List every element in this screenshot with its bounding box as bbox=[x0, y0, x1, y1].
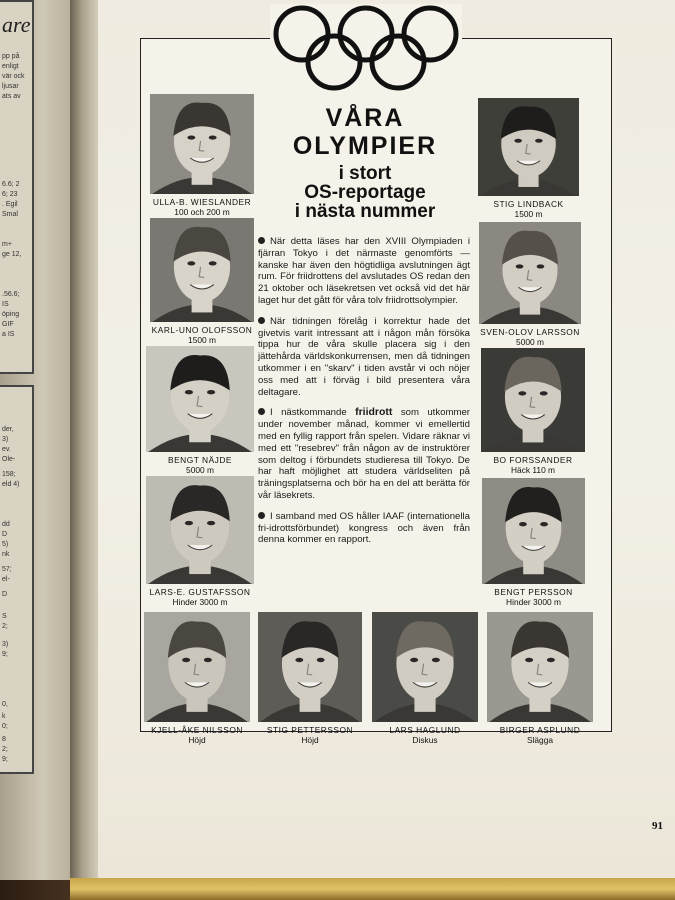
previous-page-text-fragment: eld 4) bbox=[2, 481, 20, 488]
athlete-card bbox=[478, 98, 579, 219]
article-paragraph bbox=[258, 316, 470, 399]
previous-page bbox=[0, 0, 70, 880]
previous-page-text-fragment: öping bbox=[2, 311, 20, 318]
previous-page-text-fragment: 6; 23 bbox=[2, 191, 18, 198]
athlete-event: 5000 m bbox=[186, 465, 214, 475]
paragraph-text: När detta läses har den XVIII Olympiaden i fjärran Tokyo i det närmaste genomförts — kanske har även den högtidliga avslutningen ägt rum. För friidrottens del avslutades OS redan den 21 oktober och läsekretsen vet också vid det här laget hur det gått för våra tolv friidrottsolympier. bbox=[258, 236, 470, 306]
previous-page-text-fragment: 5) bbox=[2, 541, 9, 548]
athlete-card bbox=[150, 218, 254, 345]
athlete-event: Hinder 3000 m bbox=[506, 597, 561, 607]
athlete-card bbox=[150, 94, 254, 217]
athlete-name: ULLA-B. WIESLANDER bbox=[152, 197, 252, 207]
bullet-icon bbox=[258, 317, 265, 324]
page-number: 91 bbox=[652, 820, 663, 832]
previous-page-text-fragment: 2; bbox=[2, 746, 8, 753]
article-body bbox=[258, 236, 470, 555]
athlete-name: STIG LINDBACK bbox=[493, 199, 564, 209]
headline-line-4: OS-reportage bbox=[304, 182, 426, 203]
athlete-card bbox=[144, 612, 250, 745]
athlete-event: Diskus bbox=[412, 735, 438, 745]
athlete-card bbox=[482, 478, 585, 607]
paragraph-text: I samband med OS håller IAAF (internationella fri-idrottsförbundet) kongress och även från denna kommer en rapport. bbox=[258, 510, 470, 546]
previous-page-text-fragment: Smal bbox=[2, 211, 18, 218]
headline bbox=[262, 104, 468, 221]
athlete-event: Häck 110 m bbox=[510, 465, 556, 475]
previous-page-text-fragment: D bbox=[2, 531, 8, 538]
previous-page-text-fragment: nk bbox=[2, 551, 10, 558]
previous-page-text-fragment: el- bbox=[2, 576, 10, 583]
previous-page-text-fragment: 57; bbox=[2, 566, 12, 573]
previous-page-text-fragment: dd bbox=[2, 521, 10, 528]
previous-page-text-fragment: 0, bbox=[2, 701, 8, 708]
paragraph-text: som utkommer under november månad, kommer vi emellertid med en fyllig rapport från spelen. Vidare räknar vi med ett "resebrev" från någon av de instruktörer som deltog i förbundets studieresa till Tokyo. De har haft möjlighet att studera världseliten på träningsplatserna och bör ha en del att berätta för vår läsekrets. bbox=[258, 407, 470, 501]
athlete-name: SVEN-OLOV LARSSON bbox=[480, 327, 580, 337]
previous-page-text-fragment: ev. bbox=[2, 446, 11, 453]
athlete-card bbox=[146, 476, 254, 607]
athlete-name: BENGT PERSSON bbox=[494, 587, 573, 597]
headline-line-5: i nästa nummer bbox=[294, 201, 436, 222]
athlete-name: LARS HAGLUND bbox=[389, 725, 461, 735]
previous-page-heading: are bbox=[2, 12, 31, 37]
athlete-photo bbox=[487, 612, 593, 722]
athlete-photo bbox=[481, 348, 585, 452]
previous-page-text-fragment: vär ock bbox=[2, 73, 25, 80]
athlete-name: KJELL-ÅKE NILSSON bbox=[151, 725, 243, 735]
previous-page-text-fragment: 0; bbox=[2, 723, 8, 730]
previous-page-text-fragment: GIF bbox=[2, 321, 14, 328]
previous-page-text-fragment: 3) bbox=[2, 641, 9, 648]
previous-page-text-fragment: 8 bbox=[2, 736, 6, 743]
article-paragraph bbox=[258, 236, 470, 307]
athlete-photo bbox=[146, 476, 254, 584]
previous-page-text-fragment: 9; bbox=[2, 651, 8, 658]
athlete-name: BENGT NÄJDE bbox=[168, 455, 232, 465]
previous-page-text-fragment: pp på bbox=[2, 53, 20, 60]
athlete-photo bbox=[150, 218, 254, 322]
page-edge-below bbox=[70, 878, 675, 900]
athlete-event: Hinder 3000 m bbox=[172, 597, 228, 607]
previous-page-text-fragment: 2; bbox=[2, 623, 8, 630]
athlete-event: Höjd bbox=[188, 735, 206, 745]
athlete-photo bbox=[258, 612, 362, 722]
previous-page-text-fragment: D bbox=[2, 591, 8, 598]
bullet-icon bbox=[258, 408, 265, 415]
previous-page-text-fragment: . Egil bbox=[2, 201, 18, 208]
headline-line-3: i stort bbox=[338, 163, 392, 184]
paragraph-text: När tidningen förelåg i korrektur hade det givetvis varit intressant att i någon mån försöka tippa hur de våra skulle placera sig i den jättehårda världskonkurrensen, men då tidningen utkommer i en "skarv" i tiden avstår vi och nöjer oss med att i förväg i bild presentera våra deltagare. bbox=[258, 315, 470, 398]
athlete-photo bbox=[144, 612, 250, 722]
previous-page-text-fragment: ge 12, bbox=[2, 251, 22, 258]
previous-page-text-fragment: .56.6; bbox=[2, 291, 20, 298]
athlete-name: LARS-E. GUSTAFSSON bbox=[149, 587, 251, 597]
previous-page-text-fragment: 3) bbox=[2, 436, 9, 443]
article-paragraph bbox=[258, 407, 470, 501]
athlete-photo bbox=[372, 612, 478, 722]
previous-page-text-fragment: S bbox=[2, 613, 7, 620]
previous-page-text-fragment: 6.6; 2 bbox=[2, 181, 20, 188]
athlete-event: 5000 m bbox=[516, 337, 544, 347]
book-gutter bbox=[70, 0, 100, 880]
previous-page-text-fragment: 158; bbox=[2, 471, 16, 478]
previous-page-text-fragment: Ole- bbox=[2, 456, 16, 463]
previous-page-text-fragment: ljusar bbox=[2, 83, 19, 90]
athlete-event: 1500 m bbox=[188, 335, 216, 345]
previous-page-text-fragment: der, bbox=[2, 426, 14, 433]
athlete-name: BO FORSSANDER bbox=[493, 455, 573, 465]
athlete-photo bbox=[482, 478, 585, 584]
athlete-event: Höjd bbox=[301, 735, 319, 745]
athlete-photo bbox=[479, 222, 581, 324]
previous-page-text-fragment: a IS bbox=[2, 331, 15, 338]
athlete-name: KARL-UNO OLOFSSON bbox=[151, 325, 253, 335]
olympic-rings-logo bbox=[270, 4, 462, 92]
previous-page-text-fragment: IS bbox=[2, 301, 9, 308]
athlete-event: 1500 m bbox=[514, 209, 543, 219]
previous-page-text-fragment: 9; bbox=[2, 756, 8, 763]
headline-line-1: VÅRA bbox=[325, 104, 405, 132]
athlete-event: 100 och 200 m bbox=[174, 207, 230, 217]
athlete-name: STIG PETTERSSON bbox=[266, 725, 354, 735]
athlete-card bbox=[481, 348, 585, 475]
athlete-photo bbox=[478, 98, 579, 196]
athlete-photo bbox=[146, 346, 254, 452]
athlete-photo bbox=[150, 94, 254, 194]
athlete-event: Slägga bbox=[526, 735, 554, 745]
athlete-name: BIRGER ASPLUND bbox=[499, 725, 581, 735]
previous-page-text-fragment: ats av bbox=[2, 93, 21, 100]
previous-page-text-fragment: enligt bbox=[2, 63, 19, 70]
magazine-title: friidrott bbox=[355, 406, 393, 419]
athlete-card bbox=[146, 346, 254, 475]
athlete-card bbox=[258, 612, 362, 745]
athlete-card bbox=[479, 222, 581, 347]
previous-page-text-fragment: k bbox=[2, 713, 6, 720]
previous-page-text-fragment: m+ bbox=[2, 241, 12, 248]
bullet-icon bbox=[258, 237, 265, 244]
headline-line-2: OLYMPIER bbox=[292, 132, 438, 160]
article-paragraph bbox=[258, 511, 470, 546]
paragraph-text: I nästkommande bbox=[270, 407, 347, 419]
bullet-icon bbox=[258, 512, 265, 519]
athlete-card bbox=[487, 612, 593, 745]
athlete-card bbox=[372, 612, 478, 745]
